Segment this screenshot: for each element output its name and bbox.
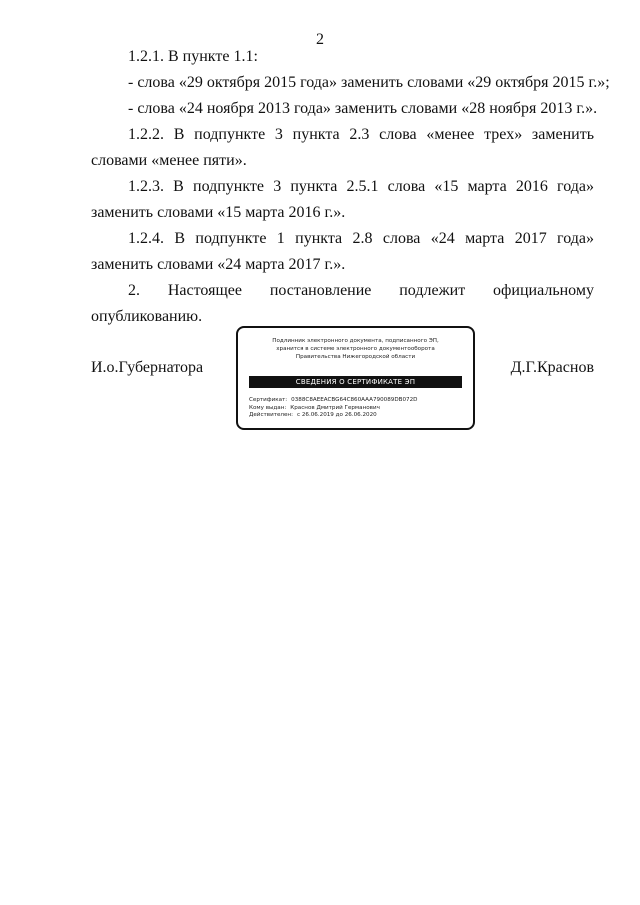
stamp-banner: СВЕДЕНИЯ О СЕРТИФИКАТЕ ЭП <box>249 376 462 388</box>
stamp-validity-row <box>249 412 467 420</box>
stamp-issued-to-label: Кому выдан: <box>249 404 287 411</box>
signatory-name: Д.Г.Краснов <box>510 359 594 376</box>
stamp-heading <box>244 337 467 361</box>
page-number: 2 <box>316 31 324 48</box>
stamp-validity-label: Действителен: <box>249 412 293 418</box>
document-body <box>91 44 610 330</box>
amendment-line-2: - слова «24 ноября 2013 года» заменить словами «28 ноября 2013 г.». <box>128 100 598 117</box>
signatory-position: И.о.Губернатора <box>91 359 204 376</box>
stamp-certificate-label: Сертификат: <box>249 397 288 403</box>
stamp-issued-to-row <box>249 405 467 413</box>
stamp-heading-line-2: хранится в системе электронного документооборота <box>276 346 435 352</box>
paragraph-1-2-2: 1.2.2. В подпункте 3 пункта 2.3 слова «менее трех» заменить словами «менее пяти». <box>91 126 594 169</box>
stamp-issued-to-value: Краснов Дмитрий Германович <box>290 404 380 411</box>
stamp-heading-line-1: Подлинник электронного документа, подписанного ЭП, <box>272 338 439 344</box>
stamp-validity-value: с 26.06.2019 до 26.06.2020 <box>296 412 377 418</box>
stamp-heading-line-3: Правительства Нижегородской области <box>295 354 416 360</box>
stamp-details <box>249 397 467 420</box>
paragraph-2: 2. Настоящее постановление подлежит официальному опубликованию. <box>91 282 594 325</box>
electronic-signature-stamp <box>236 326 475 430</box>
paragraph-1-2-3: 1.2.3. В подпункте 3 пункта 2.5.1 слова «15 марта 2016 года» заменить словами «15 марта 2016 г.». <box>91 178 594 221</box>
amendment-line-1: - слова «29 октября 2015 года» заменить словами «29 октября 2015 г.»; <box>128 74 610 91</box>
paragraph-1-2-1: 1.2.1. В пункте 1.1: <box>128 48 258 65</box>
stamp-certificate-value: 0388C8AEEACBG64C860AAA790089DB072D <box>291 397 418 403</box>
paragraph-1-2-4: 1.2.4. В подпункте 1 пункта 2.8 слова «24 марта 2017 года» заменить словами «24 марта 2017 г.». <box>91 230 594 273</box>
stamp-certificate-row <box>249 397 467 405</box>
